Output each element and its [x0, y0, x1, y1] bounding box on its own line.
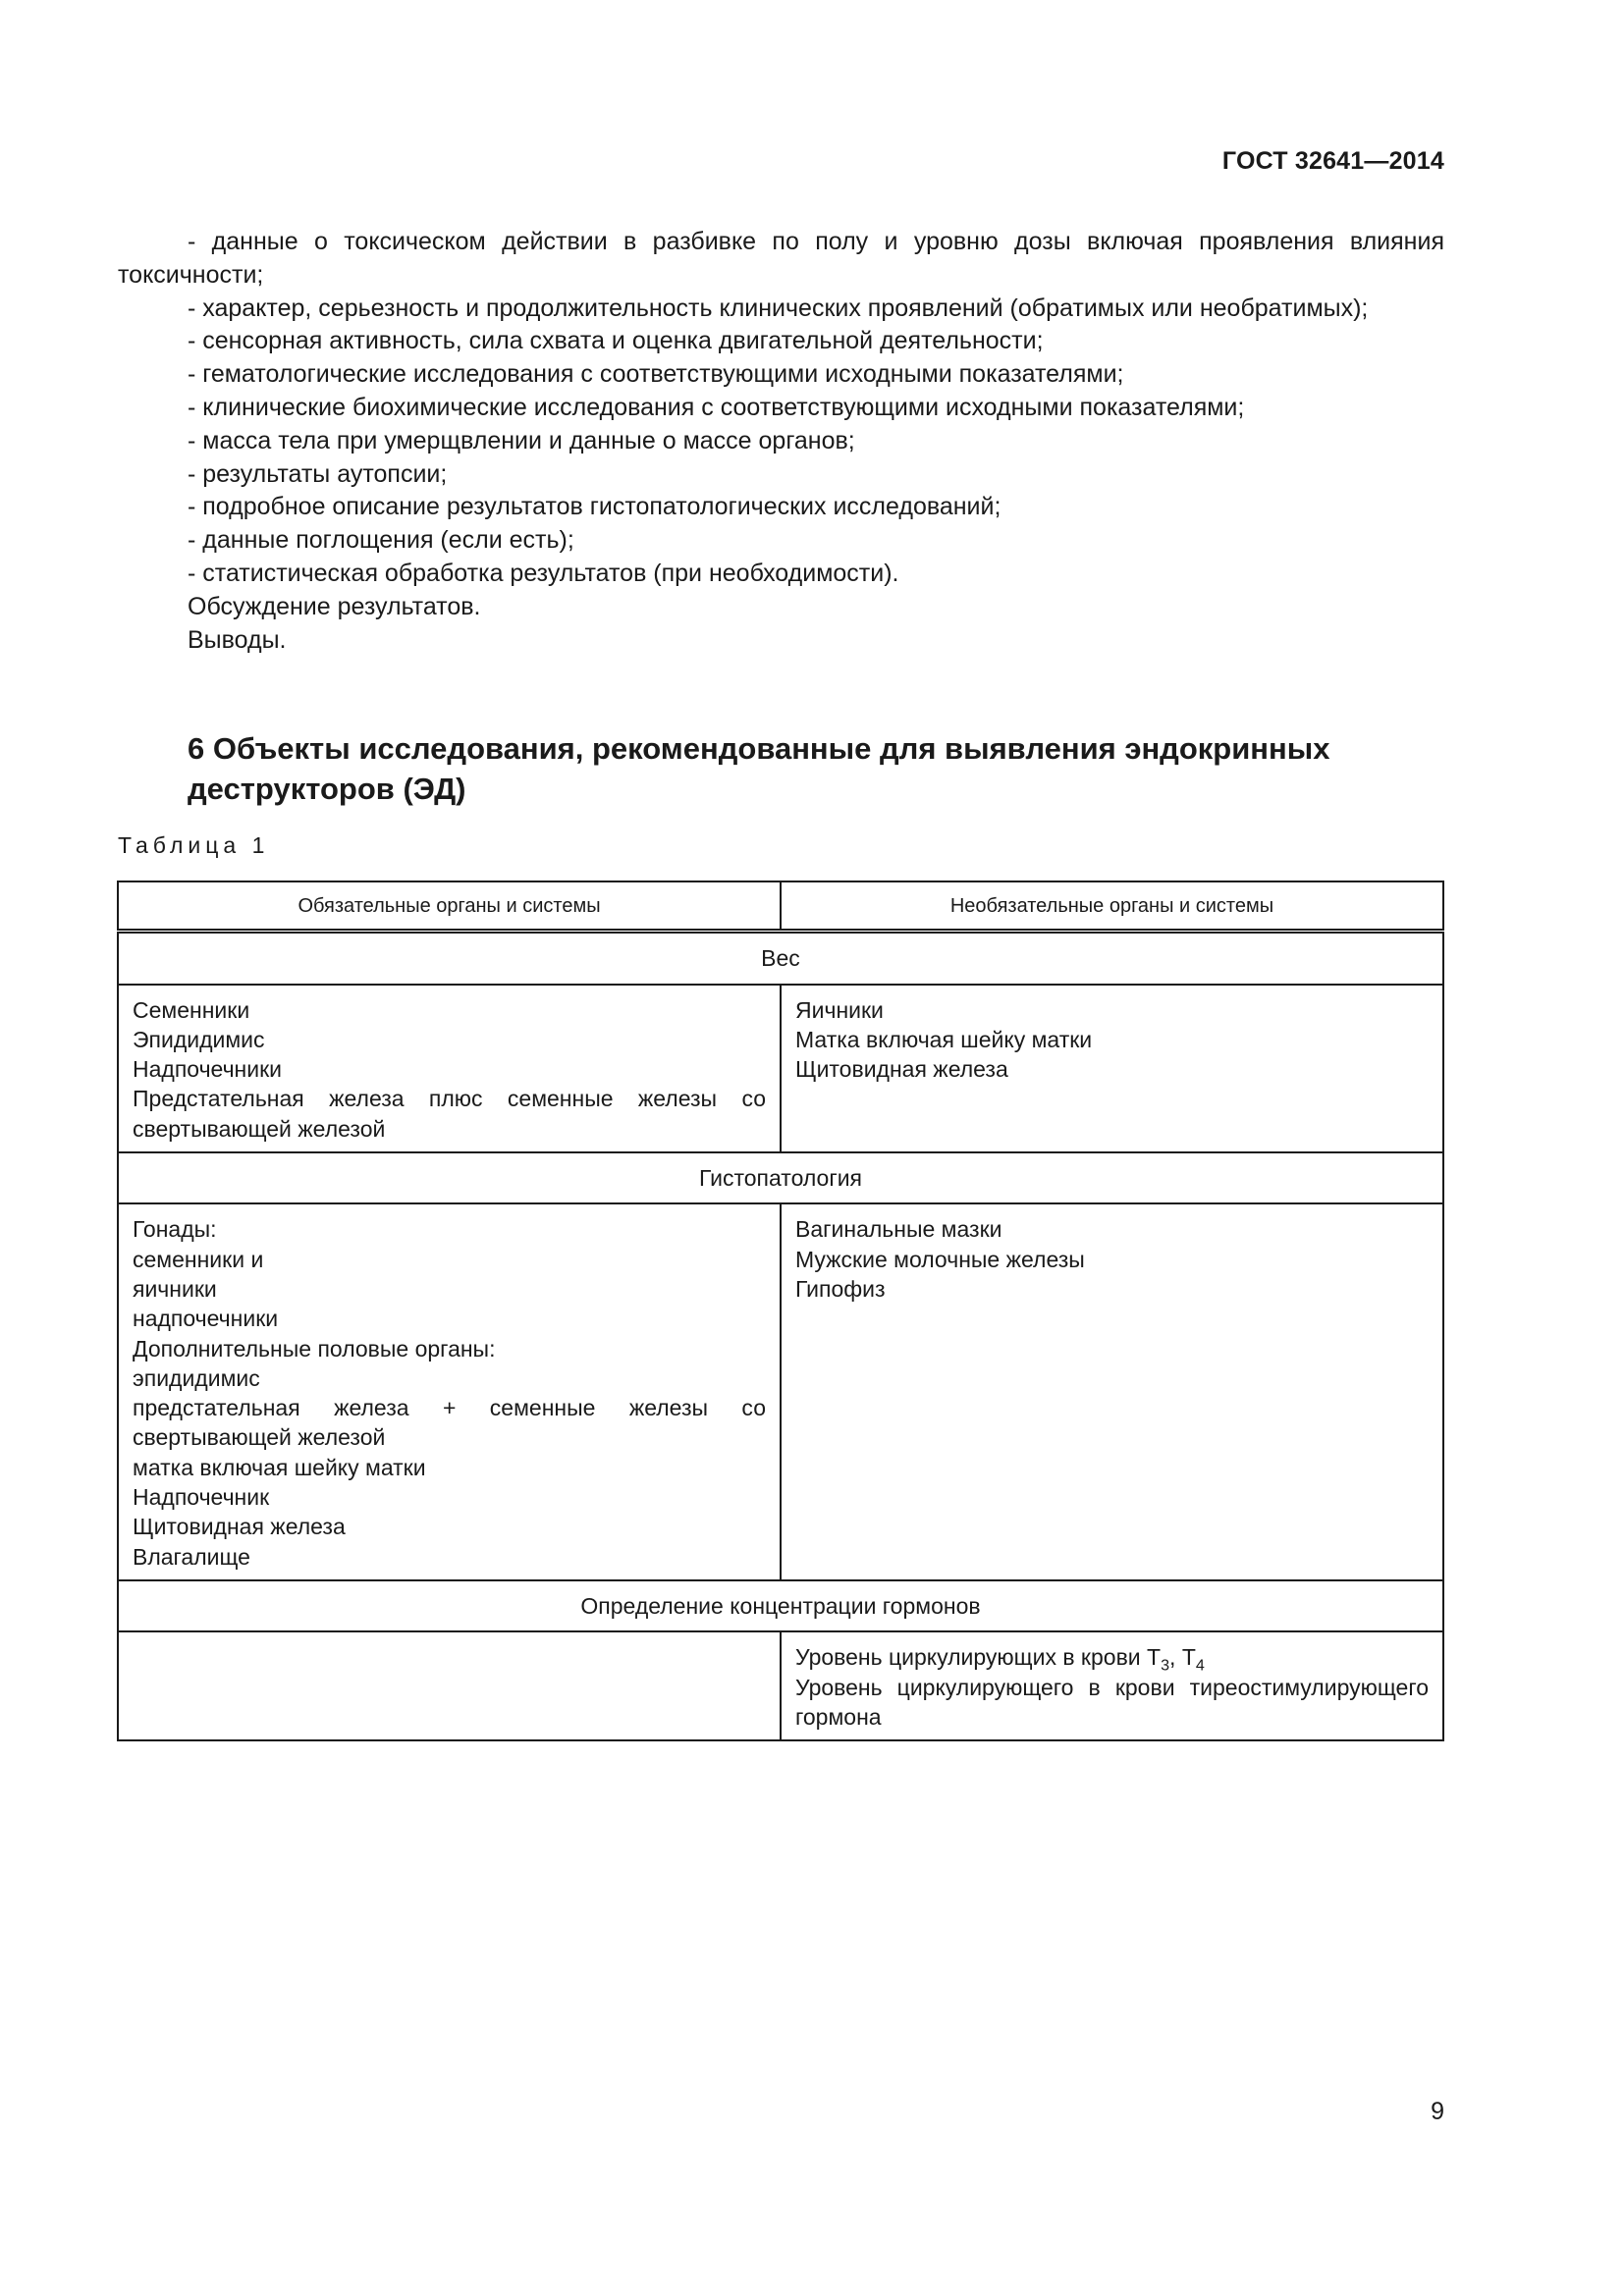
header-optional: Необязательные органы и системы [781, 881, 1443, 932]
list-item: - сенсорная активность, сила схвата и оценка двигательной деятельности; [188, 327, 1044, 355]
cell-line: Эпидидимис [133, 1026, 265, 1052]
subscript-3: 3 [1161, 1656, 1170, 1675]
cell-line: Надпочечник [133, 1484, 270, 1511]
section-title: 6 Объекты исследования, рекомендованные для выявления эндокринных деструкторов (ЭД) [188, 731, 1330, 806]
results-list [118, 226, 1444, 657]
organs-table [117, 881, 1444, 1741]
discussion-line: Обсуждение результатов. [188, 592, 481, 620]
table-label: Таблица 1 [118, 832, 270, 858]
cell-line: эпидидимис [133, 1364, 260, 1391]
cell-line: семенники и [133, 1246, 264, 1272]
histopathology-mandatory-cell [118, 1203, 781, 1580]
list-item: - данные о токсическом действии в разбивке по полу и уровню дозы включая проявления влияния токсичности; [118, 228, 1444, 289]
cell-line: матка включая шейку матки [133, 1454, 426, 1480]
list-item: - результаты аутопсии; [188, 459, 448, 488]
cell-line: Матка включая шейку матки [795, 1026, 1093, 1052]
cell-line: Гипофиз [795, 1275, 886, 1302]
page-number: 9 [1431, 2098, 1444, 2125]
table-section-row [118, 932, 1443, 985]
cell-line: Мужские молочные железы [795, 1246, 1085, 1272]
list-item: - гематологические исследования с соответствующими исходными показателями; [188, 360, 1124, 389]
hormone-separator: , Т [1169, 1644, 1196, 1671]
list-item: - статистическая обработка результатов (при необходимости). [188, 559, 899, 587]
subscript-4: 4 [1195, 1656, 1205, 1675]
table-section-row [118, 1580, 1443, 1631]
weight-optional-cell [781, 985, 1443, 1152]
list-item: - данные поглощения (если есть); [188, 526, 574, 555]
table-header-row [118, 881, 1443, 932]
hormone-t-text: Уровень циркулирующих в крови Т [795, 1644, 1162, 1671]
hormones-optional-cell [781, 1631, 1443, 1740]
list-item: - клинические биохимические исследования с соответствующими исходными показателями; [188, 393, 1245, 421]
table-row [118, 985, 1443, 1152]
cell-line: Щитовидная железа [133, 1514, 346, 1540]
document-code-header: ГОСТ 32641—2014 [1221, 147, 1444, 175]
cell-line: Щитовидная железа [795, 1056, 1008, 1083]
cell-line: предстательная железа + семенные железы со свертывающей железой [133, 1395, 766, 1451]
weight-mandatory-cell [118, 985, 781, 1152]
section-hormones-title: Определение концентрации гормонов [118, 1580, 1443, 1631]
list-item: - характер, серьезность и продолжительность клинических проявлений (обратимых или необратимых); [188, 294, 1369, 322]
section-weight-title: Вес [118, 932, 1443, 985]
cell-line: Вагинальные мазки [795, 1216, 1002, 1243]
table-row [118, 1203, 1443, 1580]
cell-line: Влагалище [133, 1543, 250, 1570]
cell-line [795, 1642, 1429, 1675]
histopathology-optional-cell [781, 1203, 1443, 1580]
cell-line: Предстательная железа плюс семенные железы со свертывающей железой [133, 1086, 766, 1142]
cell-line: надпочечники [133, 1306, 279, 1332]
cell-line: Семенники [133, 996, 250, 1023]
list-item: - масса тела при умерщвлении и данные о массе органов; [188, 426, 855, 454]
section-histopathology-title: Гистопатология [118, 1152, 1443, 1203]
header-mandatory: Обязательные органы и системы [118, 881, 781, 932]
list-item: - подробное описание результатов гистопатологических исследований; [188, 493, 1001, 521]
cell-line: Яичники [795, 996, 884, 1023]
cell-line: Уровень циркулирующего в крови тиреостимулирующего гормона [795, 1674, 1429, 1730]
cell-line: Дополнительные половые органы: [133, 1335, 496, 1362]
hormones-mandatory-cell [118, 1631, 781, 1740]
table-section-row [118, 1152, 1443, 1203]
cell-line: Гонады: [133, 1216, 217, 1243]
cell-line: яичники [133, 1275, 217, 1302]
conclusions-line: Выводы. [188, 625, 287, 654]
table-row [118, 1631, 1443, 1740]
cell-line: Надпочечники [133, 1056, 283, 1083]
